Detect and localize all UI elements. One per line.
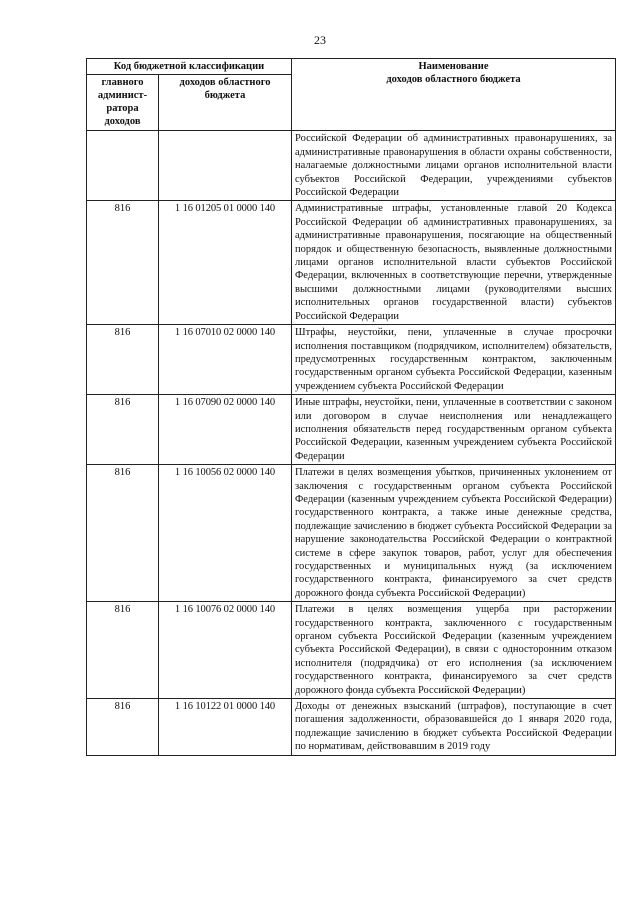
admin-cell: 816 (87, 201, 159, 325)
description-cell: Платежи в целях возмещения убытков, причиненных уклонением от заключения с государственным органом субъекта Российской Федерации (казенным учреждением субъекта Российской Федерации) государственного контракта, а также иные денежные средства, подлежащие зачислению в бюджет субъекта Российской Федерации за нарушение законодательства Российской Федерации о контрактной системе в сфере закупок товаров, работ, услуг для обеспечения государственных и муниципальных нужд (за исключением государственного контракта, финансируемого за счет средств дорожного фонда субъекта Российской Федерации) (292, 465, 616, 602)
description-cell: Иные штрафы, неустойки, пени, уплаченные в соответствии с законом или договором в случае неисполнения или ненадлежащего исполнения обязательств перед государственным органом субъекта Российской Федерации, казенным учреждением субъекта Российской Федерации (292, 395, 616, 465)
admin-cell: 816 (87, 699, 159, 756)
admin-cell: 816 (87, 465, 159, 602)
description-cell: Доходы от денежных взысканий (штрафов), поступающие в счет погашения задолженности, образовавшейся до 1 января 2020 года, подлежащие зачислению в бюджет субъекта Российской Федерации по нормативам, действовавшим в 2019 году (292, 699, 616, 756)
table-row (87, 131, 616, 201)
header-admin-column: главного админист-ратора доходов (87, 75, 159, 131)
description-cell: Платежи в целях возмещения ущерба при расторжении государственного контракта, заключенного с государственным органом субъекта Российской Федерации (казенным учреждением субъекта Российской Федерации), в связи с односторонним отказом исполнителя (подрядчика) от его исполнения (за исключением государственного контракта, финансируемого за счет средств дорожного фонда субъекта Российской Федерации) (292, 602, 616, 699)
table-row (87, 602, 616, 699)
admin-cell (87, 131, 159, 201)
code-cell: 1 16 10076 02 0000 140 (159, 602, 292, 699)
header-code-column: доходов областного бюджета (159, 75, 292, 131)
code-cell: 1 16 07010 02 0000 140 (159, 325, 292, 395)
description-cell: Штрафы, неустойки, пени, уплаченные в случае просрочки исполнения поставщиком (подрядчиком, исполнителем) обязательств, предусмотренных государственным контрактом, заключенным государственным органом субъекта Российской Федерации, казенным учреждением субъекта Российской Федерации (292, 325, 616, 395)
description-cell: Административные штрафы, установленные главой 20 Кодекса Российской Федерации об административных правонарушениях, за административные правонарушения, посягающие на общественный порядок и общественную безопасность, выявленные должностными лицами органов исполнительной власти субъектов Российской Федерации, включенных в соответствующие перечни, утвержденные высшими должностными лицами (руководителями высших исполнительных органов государственной власти) субъектов Российской Федерации (292, 201, 616, 325)
budget-classification-table (86, 58, 616, 756)
code-cell: 1 16 07090 02 0000 140 (159, 395, 292, 465)
header-name-column (292, 59, 616, 131)
header-group-title: Код бюджетной классификации (87, 59, 292, 75)
table-row (87, 699, 616, 756)
admin-cell: 816 (87, 325, 159, 395)
code-cell (159, 131, 292, 201)
code-cell: 1 16 01205 01 0000 140 (159, 201, 292, 325)
table-row (87, 395, 616, 465)
table-row (87, 201, 616, 325)
code-cell: 1 16 10056 02 0000 140 (159, 465, 292, 602)
table-row (87, 325, 616, 395)
admin-cell: 816 (87, 395, 159, 465)
description-cell: Российской Федерации об административных правонарушениях, за административные правонарушения в области охраны собственности, налагаемые должностными лицами органов исполнительной власти субъектов Российской Федерации, учреждениями субъектов Российской Федерации (292, 131, 616, 201)
page-number: 23 (314, 33, 326, 47)
table-row (87, 465, 616, 602)
admin-cell: 816 (87, 602, 159, 699)
header-name-line2: доходов областного бюджета (386, 74, 521, 85)
header-name-line1: Наименование (418, 61, 489, 72)
code-cell: 1 16 10122 01 0000 140 (159, 699, 292, 756)
